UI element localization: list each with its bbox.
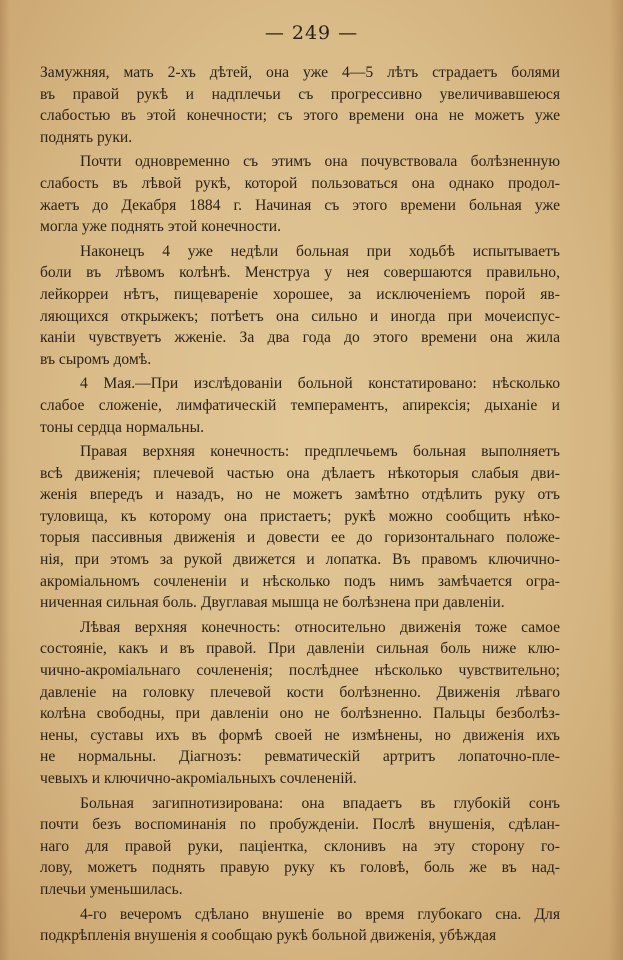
paragraph — [40, 617, 560, 790]
text-line: жаетъ до Декабря 1884 г. Начиная съ этого времени больная уже — [40, 196, 560, 214]
text-line: женія впередъ и назадъ, но не можетъ замѣтно отдѣлить руку отъ — [40, 486, 560, 504]
text-line: плечьи уменьшилась. — [40, 880, 183, 898]
text-line: чично-акроміальнаго сочлененія; послѣднее нѣсколько чувствительно; — [40, 662, 560, 680]
paragraph — [40, 904, 560, 947]
text-line: не нормальны. Діагнозъ: ревматическій артритъ лопаточно-пле- — [40, 748, 560, 766]
text-line: Правая верхняя конечность: предплечьемъ больная выполняетъ — [80, 443, 560, 461]
text-line: могла уже поднять этой конечности. — [40, 218, 281, 236]
text-line: всѣ движенія; плечевой частью она дѣлаетъ нѣкоторыя слабыя дви- — [40, 464, 560, 482]
text-line: тоны сердца нормальны. — [40, 418, 204, 436]
text-line: Наконецъ 4 уже недѣли больная при ходьбѣ испытываетъ — [80, 242, 560, 260]
text-line: ниченная сильная боль. Двуглавая мышца не болѣзнена при давленіи. — [40, 594, 505, 612]
text-line: слабостью въ этой конечности; съ этого времени она не можетъ уже — [40, 107, 560, 125]
paragraph — [40, 62, 560, 148]
text-line: ляющихся открыжекъ; потѣетъ она сильно и иногда при мочеиспус- — [40, 307, 560, 325]
text-line: подкрѣпленія внушенія я сообщаю рукѣ больной движенія, убѣждая — [40, 927, 497, 945]
paragraph — [40, 793, 560, 901]
text-line: 4-го вечеромъ сдѣлано внушеніе во время глубокаго сна. Для — [80, 905, 560, 923]
page-number: — 249 — — [264, 22, 359, 44]
text-line: акроміальномъ сочлененіи и нѣсколько подъ нимъ замѣчается огра- — [40, 572, 560, 590]
text-line: торыя пассивныя движенія и довести ее до горизонтальнаго положе- — [40, 529, 560, 547]
text-line: чевыхъ и ключично-акроміальныхъ сочлененій. — [40, 770, 357, 787]
page-edge-shadow — [609, 0, 623, 960]
text-line: поднять руки. — [40, 128, 133, 146]
text-line: въ правой рукѣ и надплечьи съ прогрессивно увеличивавшеюся — [40, 85, 560, 103]
page-edge-shadow — [0, 0, 10, 960]
text-line: въ сыромъ домѣ. — [40, 350, 152, 368]
text-line: слабое сложеніе, лимфатическій темпераментъ, апирексія; дыханіе и — [40, 396, 560, 414]
text-line: лейкорреи нѣтъ, пищевареніе хорошее, за исключеніемъ порой яв- — [40, 285, 560, 303]
paragraph — [40, 241, 560, 371]
text-line: Замужняя, мать 2-хъ дѣтей, она уже 4—5 лѣтъ страдаетъ болями — [40, 64, 560, 81]
paragraph — [40, 441, 560, 614]
paragraph — [40, 373, 560, 438]
text-line: нія, при этомъ за рукой движется и лопатка. Въ правомъ ключично- — [40, 551, 560, 569]
text-line: Больная загипнотизирована: она впадаетъ въ глубокій сонъ — [80, 794, 560, 812]
text-line: боли въ лѣвомъ колѣнѣ. Менструа у нея совершаются правильно, — [40, 264, 560, 282]
text-line: Лѣвая верхняя конечность: относительно движенія тоже самое — [80, 618, 560, 636]
text-line: лову, можетъ поднять правую руку къ головѣ, боль же въ над- — [40, 859, 560, 877]
body-text — [40, 62, 560, 950]
text-line: нены, суставы ихъ въ формѣ своей не измѣнены, но движенія ихъ — [40, 726, 560, 744]
text-line: слабость въ лѣвой рукѣ, которой пользоваться она однако продол- — [40, 174, 560, 192]
text-line: состояніе, какъ и въ правой. При давленіи сильная боль ниже клю- — [40, 640, 560, 658]
text-line: наго для правой руки, паціентка, склонивъ на эту сторону го- — [40, 837, 560, 855]
text-line: туловища, къ которому она пристаетъ; рукѣ можно сообщить нѣко- — [40, 507, 560, 525]
text-line: каніи чувствуетъ жженіе. За два года до этого времени она жила — [40, 329, 560, 347]
text-line: давленіе на головку плечевой кости болѣзненно. Движенія лѣваго — [40, 683, 560, 701]
text-line: колѣна свободны, при давленіи оно не болѣзненно. Пальцы безболѣз- — [40, 705, 560, 723]
text-line: 4 Мая.—При изслѣдованіи больной констатировано: нѣсколько — [80, 375, 560, 393]
text-line: Почти одновременно съ этимъ она почувствовала болѣзненную — [80, 153, 560, 171]
paragraph — [40, 151, 560, 237]
text-line: почти безъ воспоминанія по пробужденіи. Послѣ внушенія, сдѣлан- — [40, 816, 560, 834]
